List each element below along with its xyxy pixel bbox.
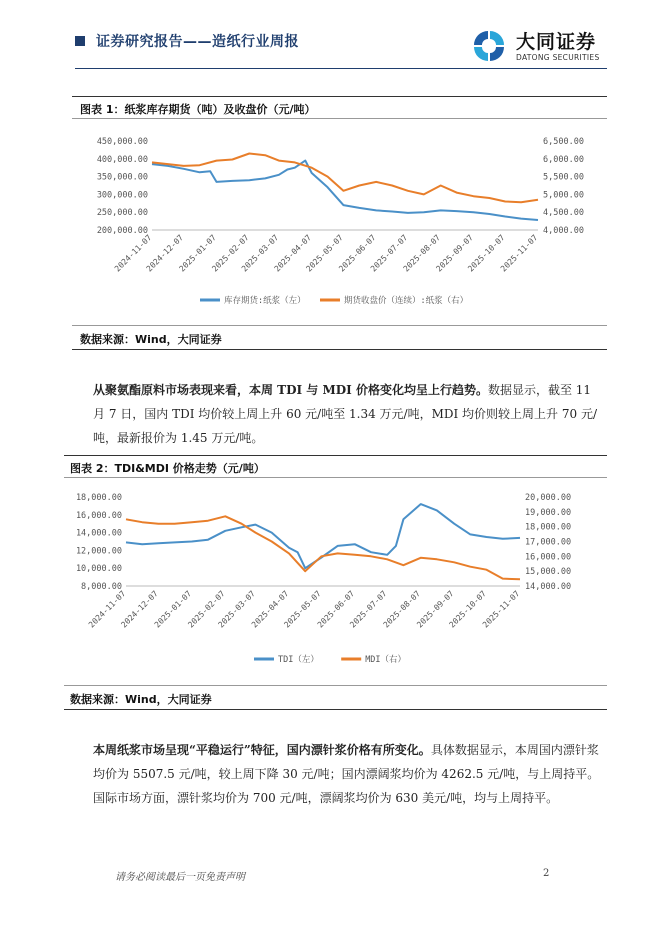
y-right-tick-label: 14,000.00 [525,582,572,592]
y-right-tick-label: 17,000.00 [525,537,572,548]
y-right-tick-label: 6,000.00 [543,154,584,165]
x-tick-label: 2025-01-07 [152,589,194,630]
y-left-tick-label: 16,000.00 [75,510,122,521]
figure2-source: 数据来源：Wind，大同证券 [70,693,212,706]
y-left-tick-label: 250,000.00 [96,208,148,219]
figure2-title: 图表 2：TDI&MDI 价格走势（元/吨） [70,462,265,475]
y-right-tick-label: 6,500.00 [543,137,584,147]
x-tick-label: 2025-03-07 [216,589,257,630]
legend-label: TDI（左） [278,655,319,665]
page-number: 2 [543,868,550,879]
logo-text-en: DATONG SECURITIES [516,53,600,62]
x-tick-label: 2025-04-07 [249,589,291,630]
header-divider [75,68,607,69]
paragraph-pulp-market-body: 具体数据显示，本周国内漂针浆均价为 5507.5 元/吨，较上周下降 30 元/吨；国内漂阔浆均价为 4262.5 元/吨，与上周持平。国际市场方面，漂针浆均价为 700 元/吨，漂阔浆均价为 630 美元/吨，均与上周持平。 [93,743,600,805]
y-right-tick-label: 4,500.00 [543,208,584,219]
x-tick-label: 2025-09-07 [415,589,456,630]
header-marker [75,36,85,46]
x-tick-label: 2025-01-07 [177,233,218,274]
figure2-chart [64,484,607,674]
y-left-tick-label: 10,000.00 [75,564,122,575]
series-line-right [126,516,520,579]
paragraph-tdi-mdi-body: 数据显示，截至 11 月 7 日，国内 TDI 均价较上周上升 60 元/吨至 1.34 万元/吨，MDI 均价则较上周上升 70 元/吨，最新报价为 1.45 万元/吨。 [93,383,597,445]
y-right-tick-label: 18,000.00 [525,522,572,533]
paragraph-tdi-mdi [93,378,605,450]
figure2-title-rule [64,477,607,478]
series-line-right [152,154,538,203]
x-tick-label: 2025-04-07 [272,233,314,274]
x-tick-label: 2025-08-07 [401,233,443,274]
legend-label: 期货收盘价（连续）:纸浆（右） [344,296,469,306]
paragraph-pulp-market [93,738,605,810]
figure2-source-rule [64,685,607,686]
x-tick-label: 2024-12-07 [144,233,186,274]
x-tick-label: 2025-10-07 [466,233,507,274]
x-tick-label: 2024-11-07 [112,233,154,274]
datong-logo-icon [468,25,512,65]
figure1-bottom-rule [72,349,607,350]
x-tick-label: 2025-06-07 [315,589,357,630]
legend-label: 库存期货:纸浆（左） [224,296,306,306]
figure2-top-rule [64,455,607,456]
y-right-tick-label: 15,000.00 [525,567,572,578]
x-tick-label: 2025-06-07 [337,233,378,274]
y-left-tick-label: 18,000.00 [75,493,122,503]
y-left-tick-label: 200,000.00 [96,226,148,236]
figure1-source: 数据来源：Wind，大同证券 [80,333,222,346]
x-tick-label: 2025-11-07 [480,589,522,630]
figure1-source-rule [72,325,607,326]
x-tick-label: 2025-11-07 [498,233,540,274]
x-tick-label: 2025-05-07 [304,233,345,274]
x-tick-label: 2024-11-07 [86,589,128,630]
x-tick-label: 2025-02-07 [210,233,251,274]
x-tick-label: 2025-03-07 [239,233,281,274]
paragraph-pulp-market-lead: 本周纸浆市场呈现“平稳运行”特征，国内漂针浆价格有所变化。 [93,743,431,757]
x-tick-label: 2025-08-07 [381,589,423,630]
x-tick-label: 2024-12-07 [119,589,160,630]
y-right-tick-label: 16,000.00 [525,552,572,563]
y-left-tick-label: 400,000.00 [96,154,148,165]
y-right-tick-label: 5,500.00 [543,172,584,183]
x-tick-label: 2025-10-07 [447,589,488,630]
figure2-bottom-rule [64,709,607,710]
x-tick-label: 2025-07-07 [348,589,389,630]
y-left-tick-label: 8,000.00 [81,582,122,592]
legend-label: MDI（右） [365,655,407,665]
y-right-tick-label: 19,000.00 [525,507,572,518]
x-tick-label: 2025-05-07 [282,589,323,630]
y-right-tick-label: 4,000.00 [543,226,584,236]
figure1-title-rule [72,118,607,119]
y-left-tick-label: 350,000.00 [96,172,148,183]
y-left-tick-label: 450,000.00 [96,137,148,147]
report-title: 证券研究报告——造纸行业周报 [96,34,299,50]
footer-disclaimer: 请务必阅读最后一页免责声明 [115,872,245,883]
figure1-top-rule [72,96,607,97]
x-tick-label: 2025-09-07 [434,233,475,274]
y-right-tick-label: 20,000.00 [525,493,572,503]
y-left-tick-label: 14,000.00 [75,528,122,539]
logo-text-cn: 大同证券 [516,31,597,53]
x-tick-label: 2025-02-07 [186,589,227,630]
series-line-left [126,504,520,568]
figure1-title: 图表 1：纸浆库存期货（吨）及收盘价（元/吨） [80,103,316,116]
y-right-tick-label: 5,000.00 [543,190,584,201]
paragraph-tdi-mdi-lead: 从聚氨酯原料市场表现来看，本周 TDI 与 MDI 价格变化均呈上行趋势。 [93,383,488,397]
y-left-tick-label: 12,000.00 [75,546,122,557]
x-tick-label: 2025-07-07 [368,233,410,274]
figure1-chart [72,124,607,324]
y-left-tick-label: 300,000.00 [96,190,148,201]
